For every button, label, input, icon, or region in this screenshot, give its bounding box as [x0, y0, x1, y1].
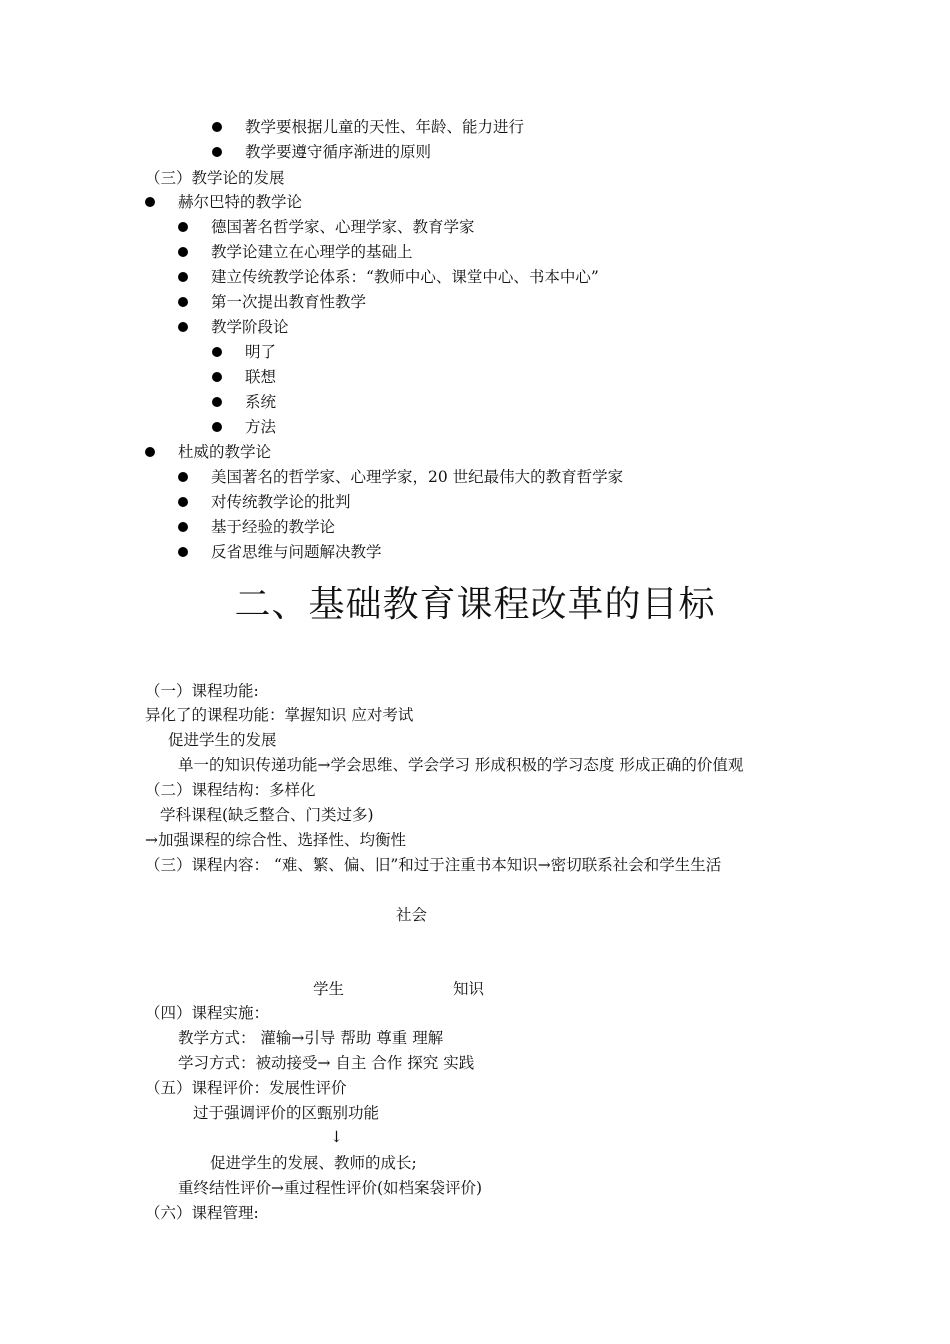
list-item: 系统: [245, 393, 277, 411]
reform-line: 教学方式： 灌输→引导 帮助 尊重 理解: [178, 1029, 444, 1047]
bullet-icon: [212, 397, 222, 407]
list-item: 联想: [245, 368, 277, 386]
bullet-icon: [178, 322, 188, 332]
reform-line: 异化了的课程功能：掌握知识 应对考试: [145, 706, 414, 724]
bullet-icon: [178, 297, 188, 307]
list-item: 教学要遵守循序渐进的原则: [245, 143, 432, 161]
bullet-icon: [178, 522, 188, 532]
down-arrow-icon: ↓: [330, 1128, 343, 1146]
list-item: 明了: [245, 343, 277, 361]
list-item: 第一次提出教育性教学: [211, 293, 367, 311]
list-item: 对传统教学论的批判: [211, 493, 351, 511]
diagram-label-knowledge: 知识: [453, 980, 485, 998]
reform-heading-implementation: （四）课程实施：: [145, 1004, 270, 1022]
chapter-title: 二、基础教育课程改革的目标: [234, 584, 716, 625]
reform-line: 学科课程(缺乏整合、门类过多): [160, 806, 374, 824]
reform-heading-management: （六）课程管理:: [145, 1204, 259, 1222]
bullet-icon: [212, 122, 222, 132]
list-item: 教学要根据儿童的天性、年龄、能力进行: [245, 118, 525, 136]
diagram-label-society: 社会: [396, 906, 428, 924]
list-item: 建立传统教学论体系：“教师中心、课堂中心、书本中心”: [211, 268, 599, 286]
bullet-icon: [212, 147, 222, 157]
list-item: 美国著名的哲学家、心理学家，20 世纪最伟大的教育哲学家: [211, 468, 624, 486]
reform-line: 促进学生的发展、教师的成长;: [210, 1154, 417, 1172]
reform-line: 单一的知识传递功能→学会思维、学会学习 形成积极的学习态度 形成正确的价值观: [178, 756, 744, 774]
diagram-label-student: 学生: [313, 980, 345, 998]
reform-line: →加强课程的综合性、选择性、均衡性: [145, 831, 406, 849]
reform-heading-content: （三）课程内容： “难、繁、偏、旧”和过于注重书本知识→密切联系社会和学生生活: [145, 856, 722, 874]
bullet-icon: [178, 247, 188, 257]
list-item: 方法: [245, 418, 277, 436]
list-item: 反省思维与问题解决教学: [211, 543, 382, 561]
reform-line: 过于强调评价的区甄别功能: [193, 1104, 380, 1122]
reform-heading-structure: （二）课程结构：多样化: [145, 781, 316, 799]
bullet-icon: [178, 272, 188, 282]
bullet-icon: [145, 197, 155, 207]
list-item: 德国著名哲学家、心理学家、教育学家: [211, 218, 475, 236]
reform-line: 重终结性评价→重过程性评价(如档案袋评价): [178, 1179, 483, 1197]
section-heading: （三）教学论的发展: [145, 169, 285, 187]
bullet-icon: [178, 497, 188, 507]
list-item: 教学论建立在心理学的基础上: [211, 243, 413, 261]
bullet-icon: [178, 472, 188, 482]
dewey-title: 杜威的教学论: [178, 443, 272, 461]
bullet-icon: [212, 372, 222, 382]
list-item: 教学阶段论: [211, 318, 289, 336]
bullet-icon: [145, 447, 155, 457]
reform-line: 学习方式：被动接受→ 自主 合作 探究 实践: [178, 1054, 475, 1072]
bullet-icon: [212, 347, 222, 357]
reform-heading-function: （一）课程功能:: [145, 682, 259, 700]
reform-line: 促进学生的发展: [168, 731, 277, 749]
list-item: 基于经验的教学论: [211, 518, 336, 536]
bullet-icon: [212, 422, 222, 432]
herbart-title: 赫尔巴特的教学论: [178, 193, 303, 211]
bullet-icon: [178, 222, 188, 232]
reform-heading-evaluation: （五）课程评价：发展性评价: [145, 1079, 347, 1097]
bullet-icon: [178, 547, 188, 557]
